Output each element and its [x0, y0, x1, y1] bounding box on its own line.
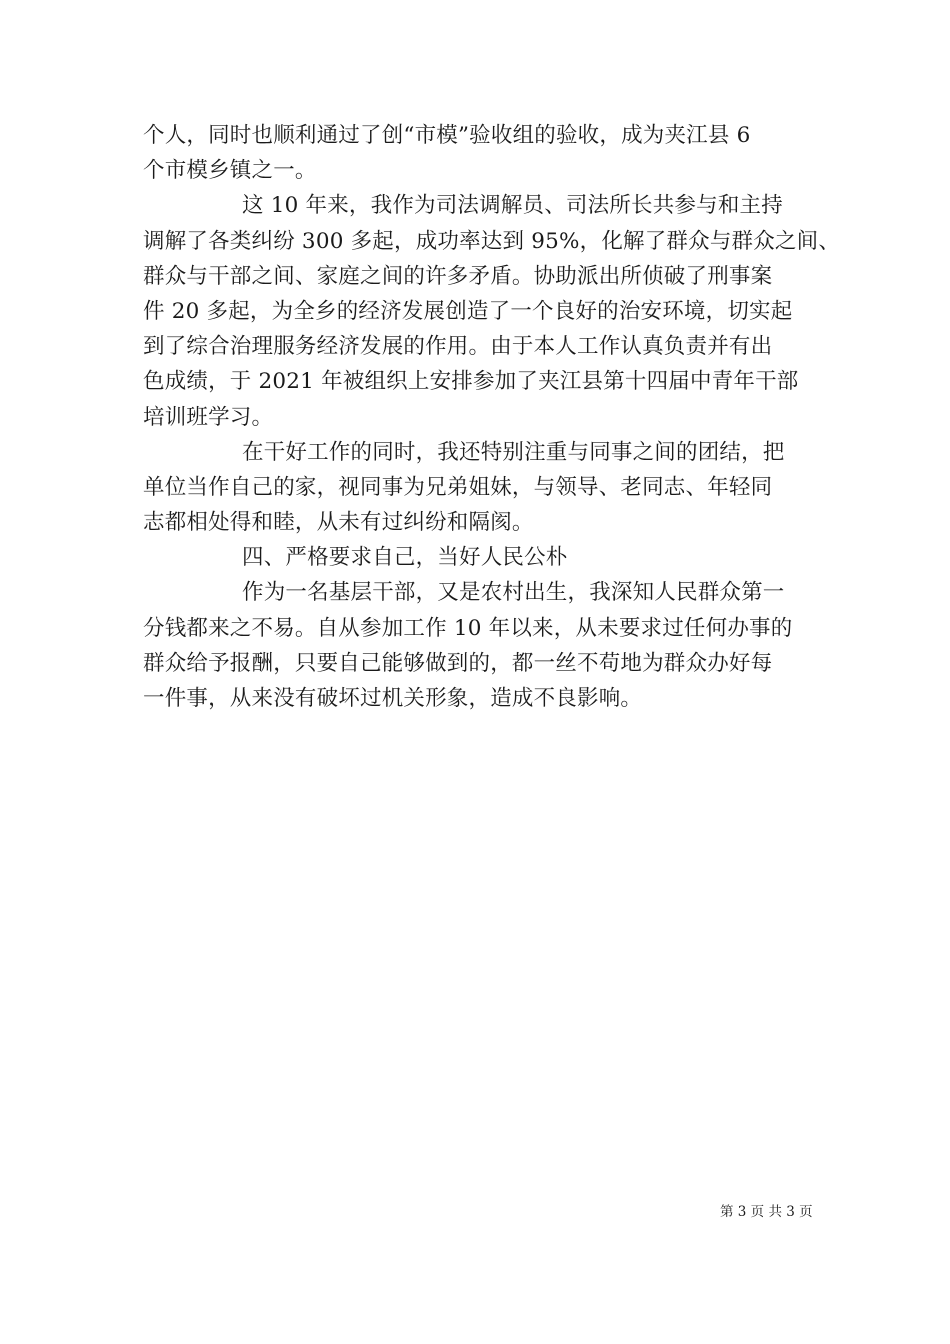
text-line: 色成绩，于 2021 年被组织上安排参加了夹江县第十四届中青年干部 [143, 369, 799, 395]
paragraph-start: 作为一名基层干部，又是农村出生，我深知人民群众第一 [242, 580, 785, 606]
document-body [143, 118, 841, 716]
text-line: 群众给予报酬，只要自己能够做到的，都一丝不苟地为群众办好每 [143, 650, 773, 676]
text-line: 志都相处得和睦，从未有过纠纷和隔阂。 [143, 510, 534, 536]
paragraph-start: 这 10 年来，我作为司法调解员、司法所长共参与和主持 [242, 193, 783, 219]
text-line: 群众与干部之间、家庭之间的许多矛盾。协助派出所侦破了刑事案 [143, 263, 773, 289]
page-number-footer: 第 3 页 共 3 页 [720, 1204, 813, 1220]
text-line: 调解了各类纠纷 300 多起，成功率达到 95%，化解了群众与群众之间、 [143, 228, 841, 254]
text-line: 一件事，从来没有破坏过机关形象，造成不良影响。 [143, 686, 643, 711]
section-heading: 四、严格要求自己，当好人民公朴 [242, 545, 568, 571]
text-line: 单位当作自己的家，视同事为兄弟姐妹，与领导、老同志、年轻同 [143, 474, 773, 500]
text-line: 分钱都来之不易。自从参加工作 10 年以来，从未要求过任何办事的 [143, 615, 793, 641]
text-line: 个人，同时也顺利通过了创“市模”验收组的验收，成为夹江县 6 [143, 123, 751, 148]
text-line: 个市模乡镇之一。 [143, 158, 317, 184]
text-line: 到了综合治理服务经济发展的作用。由于本人工作认真负责并有出 [143, 334, 773, 360]
paragraph-start: 在干好工作的同时，我还特别注重与同事之间的团结，把 [242, 439, 785, 465]
text-line: 培训班学习。 [143, 404, 274, 430]
text-line: 件 20 多起，为全乡的经济发展创造了一个良好的治安环境，切实起 [143, 298, 793, 324]
